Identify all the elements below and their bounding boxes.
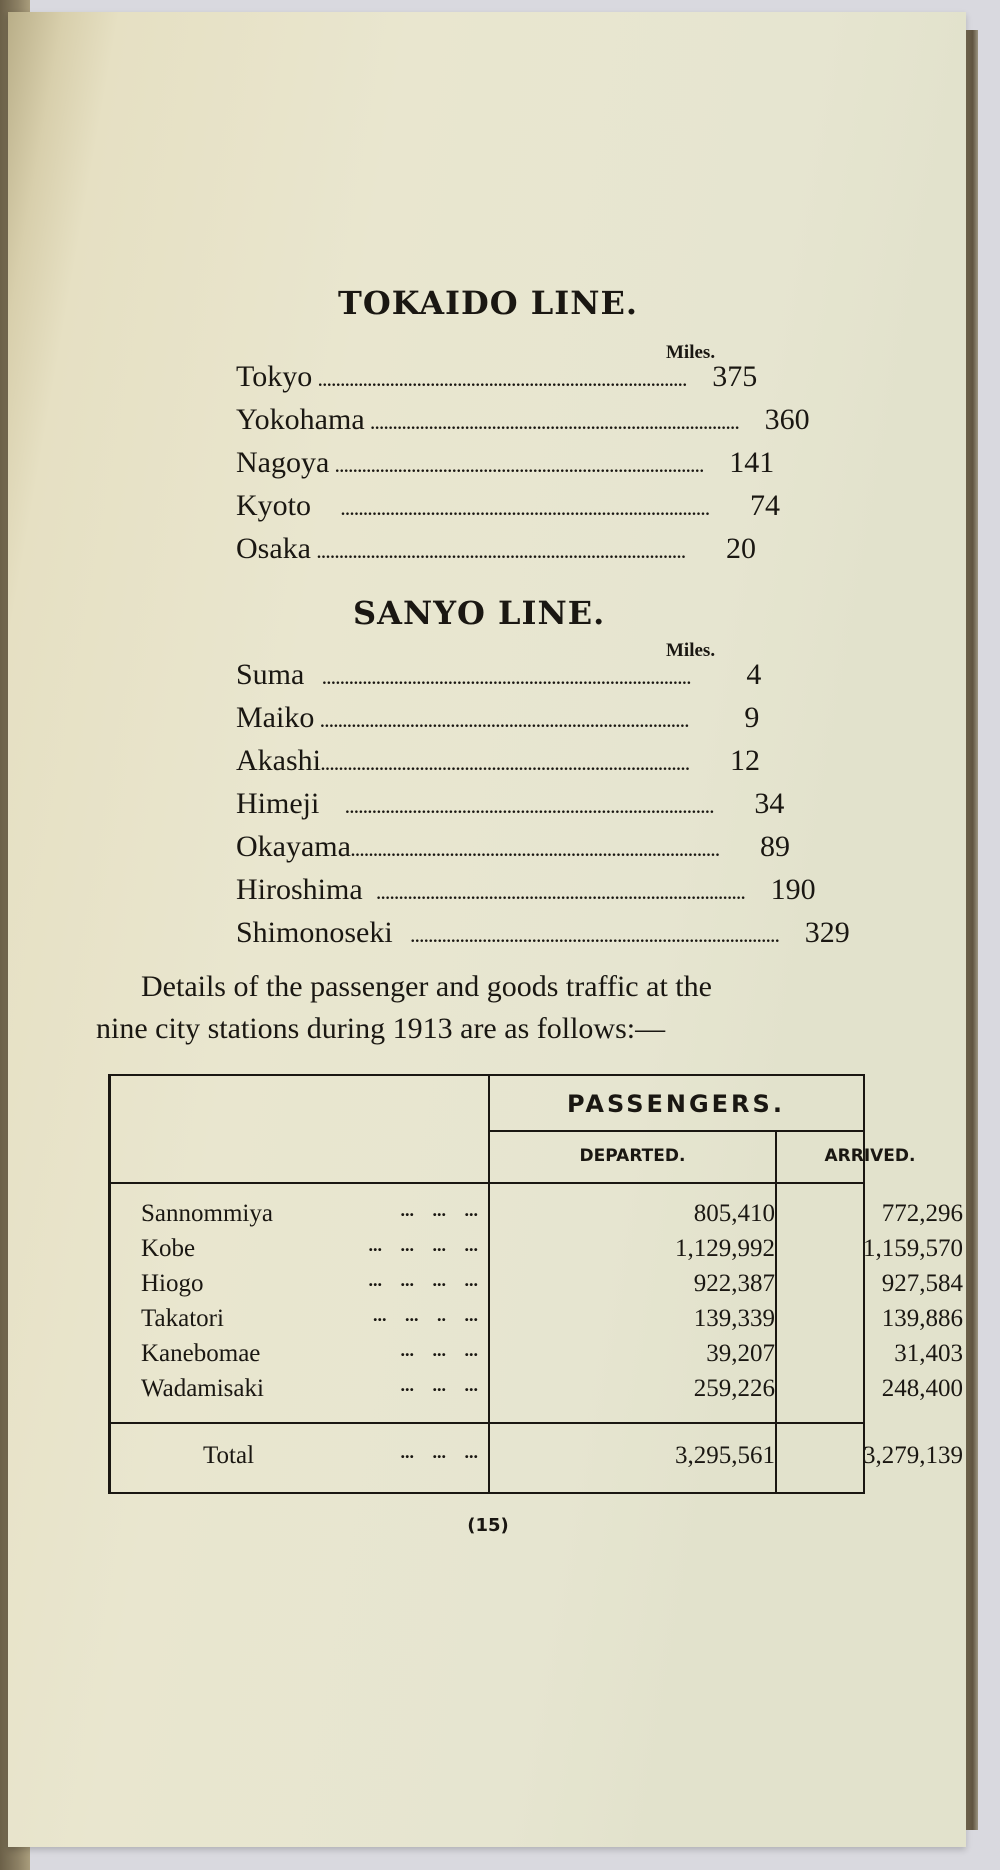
row-dots: ... ... ... ... — [368, 1270, 478, 1290]
station-name: Yokohama — [236, 403, 365, 436]
dot-leader: .................................................................................. — [320, 714, 690, 731]
header-rule — [490, 1130, 863, 1132]
dot-leader: .................................................................................. — [316, 545, 686, 562]
total-dots: ... ... ... — [400, 1442, 478, 1462]
table-row — [108, 1375, 963, 1406]
table-row — [108, 1200, 963, 1231]
row-arrived: 927,584 — [881, 1270, 963, 1297]
row-station: Kobe — [141, 1235, 196, 1262]
row-departed: 39,207 — [706, 1340, 775, 1367]
dot-leader: .................................................................................. — [350, 843, 720, 860]
arrived-header: ARRIVED. — [824, 1146, 916, 1166]
station-miles: 141 — [729, 446, 775, 479]
book-page — [8, 12, 966, 1847]
station-row — [236, 658, 762, 701]
row-station: Hiogo — [141, 1270, 204, 1297]
station-name: Akashi — [236, 744, 321, 777]
table-row — [108, 1340, 963, 1371]
station-row — [236, 446, 775, 489]
intro-paragraph — [96, 966, 886, 1050]
station-name: Osaka — [236, 532, 311, 565]
table-row — [108, 1235, 963, 1266]
station-row — [236, 489, 780, 532]
station-miles: 20 — [725, 532, 756, 565]
station-miles: 74 — [750, 489, 780, 522]
station-row — [236, 873, 816, 916]
station-name: Hiroshima — [236, 873, 363, 906]
dot-leader: .................................................................................. — [335, 459, 705, 476]
station-name: Okayama — [236, 830, 351, 863]
total-departed: 3,295,561 — [675, 1442, 775, 1469]
table-row — [108, 1270, 963, 1301]
station-miles: 89 — [759, 830, 790, 863]
station-miles: 360 — [764, 403, 810, 436]
row-dots: ... ... ... ... — [368, 1235, 478, 1255]
total-label: Total — [203, 1442, 255, 1469]
row-dots: ... ... ... — [400, 1340, 478, 1360]
sanyo-line-title: SANYO LINE. — [353, 594, 606, 632]
row-departed: 1,129,992 — [675, 1235, 775, 1262]
station-miles: 190 — [770, 873, 816, 906]
table-row — [108, 1305, 963, 1336]
station-miles: 9 — [744, 701, 760, 734]
tokaido-station-list — [236, 360, 810, 575]
station-row — [236, 701, 760, 744]
station-row — [236, 787, 785, 830]
row-station: Sannommiya — [141, 1200, 273, 1227]
dot-leader: .................................................................................. — [318, 373, 688, 390]
passenger-traffic-table — [108, 1074, 963, 1494]
row-dots: ... ... .. ... — [373, 1305, 478, 1325]
station-miles: 329 — [804, 916, 850, 949]
station-row — [236, 916, 850, 959]
row-arrived: 139,886 — [881, 1305, 963, 1332]
passengers-header: PASSENGERS. — [567, 1090, 785, 1118]
paragraph-line-2: nine city stations during 1913 are as follows:— — [96, 1012, 666, 1045]
station-row — [236, 532, 756, 575]
row-departed: 259,226 — [693, 1375, 775, 1402]
station-miles: 375 — [712, 360, 758, 393]
row-departed: 805,410 — [693, 1200, 775, 1227]
row-dots: ... ... ... — [400, 1375, 478, 1395]
dot-leader: .................................................................................. — [410, 929, 780, 946]
station-row — [236, 403, 810, 446]
dot-leader: .................................................................................. — [322, 671, 692, 688]
header-bottom-rule — [108, 1182, 865, 1184]
row-arrived: 1,159,570 — [863, 1235, 963, 1262]
total-arrived: 3,279,139 — [863, 1442, 963, 1469]
departed-header: DEPARTED. — [579, 1146, 686, 1166]
row-arrived: 772,296 — [881, 1200, 963, 1227]
row-departed: 922,387 — [693, 1270, 775, 1297]
dot-leader: .................................................................................. — [321, 757, 690, 774]
station-miles: 4 — [746, 658, 762, 691]
total-rule — [108, 1422, 865, 1424]
tokaido-line-title: TOKAIDO LINE. — [338, 284, 639, 322]
dot-leader: .................................................................................. — [370, 416, 740, 433]
station-name: Himeji — [236, 787, 320, 820]
row-dots: ... ... ... — [400, 1200, 478, 1220]
station-name: Tokyo — [236, 360, 313, 393]
paragraph-line-1: Details of the passenger and goods traffic at the — [141, 970, 712, 1003]
page-number: (15) — [467, 1515, 509, 1536]
row-station: Wadamisaki — [141, 1375, 264, 1402]
sanyo-miles-label: Miles. — [666, 640, 716, 661]
station-name: Maiko — [236, 701, 315, 734]
sanyo-station-list — [236, 658, 850, 959]
station-name: Kyoto — [236, 489, 311, 522]
station-miles: 12 — [730, 744, 760, 777]
dot-leader: .................................................................................. — [345, 800, 715, 817]
row-station: Takatori — [141, 1305, 224, 1332]
row-arrived: 31,403 — [894, 1340, 963, 1367]
station-name: Shimonoseki — [236, 916, 393, 949]
station-name: Nagoya — [236, 446, 330, 479]
row-arrived: 248,400 — [881, 1375, 963, 1402]
station-row — [236, 744, 760, 787]
dot-leader: .................................................................................. — [376, 886, 746, 903]
station-row — [236, 360, 758, 403]
station-row — [236, 830, 790, 873]
tokaido-miles-label: Miles. — [666, 342, 716, 363]
dot-leader: .................................................................................. — [341, 502, 710, 519]
row-departed: 139,339 — [693, 1305, 775, 1332]
total-row — [108, 1442, 963, 1473]
row-station: Kanebomae — [141, 1340, 261, 1367]
station-name: Suma — [236, 658, 305, 691]
station-miles: 34 — [754, 787, 785, 820]
